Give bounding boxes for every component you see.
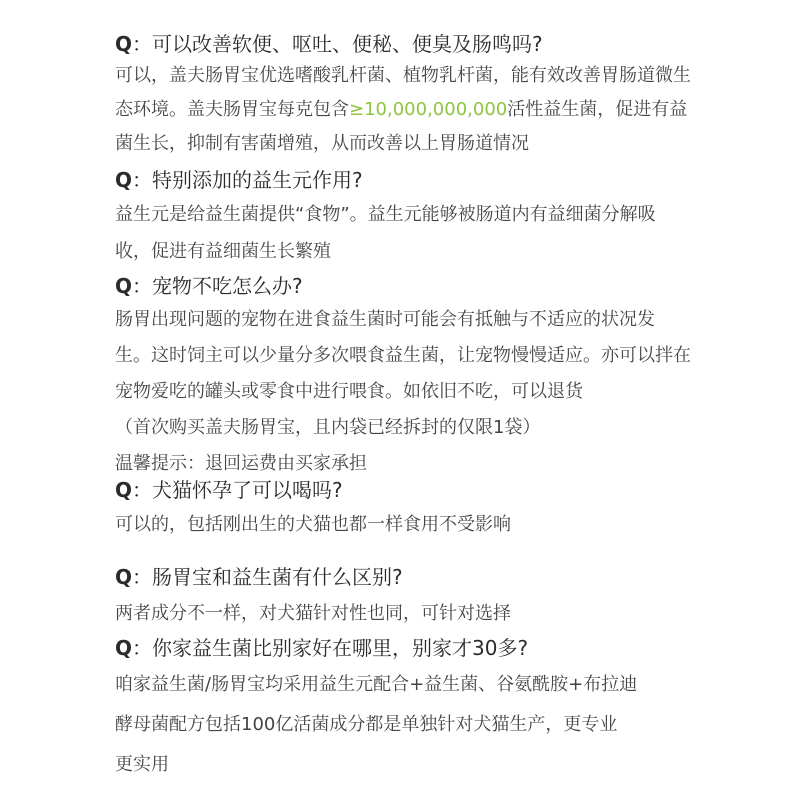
q-marker: Q (115, 274, 133, 298)
answer-line: 生。这时饲主可以少量分多次喂食益生菌，让宠物慢慢适应。亦可以拌在 (115, 345, 691, 366)
q-separator: ： (132, 565, 153, 589)
answer-line: 肠胃出现问题的宠物在进食益生菌时可能会有抵触与不适应的状况发 (115, 309, 655, 330)
q-separator: ： (132, 636, 153, 660)
faq-item (115, 272, 760, 480)
q-marker: Q (115, 32, 133, 56)
q-marker: Q (115, 636, 133, 660)
question-text: 特别添加的益生元作用? (152, 168, 363, 192)
faq-question (115, 476, 760, 504)
answer-note: （首次购买盖夫肠胃宝，且内袋已经拆封的仅限1袋） (115, 417, 541, 438)
probiotic-count-highlight: ≥10,000,000,000 (349, 99, 508, 120)
question-text: 可以改善软便、呕吐、便秘、便臭及肠鸣吗? (152, 32, 543, 56)
answer-line: 咱家益生菌/肠胃宝均采用益生元配合+益生菌、谷氨酰胺+布拉迪 (115, 674, 638, 695)
answer-line (115, 93, 760, 126)
question-text: 肠胃宝和益生菌有什么区别? (152, 565, 403, 589)
q-marker: Q (115, 478, 133, 502)
answer-line: 可以，盖夫肠胃宝优选嗜酸乳杆菌、植物乳杆菌，能有效改善胃肠道微生 (115, 65, 691, 86)
answer-line: 两者成分不一样，对犬猫针对性也同，可针对选择 (115, 603, 511, 624)
answer-line: 可以的，包括刚出生的犬猫也都一样食用不受影响 (115, 514, 511, 535)
faq-question (115, 563, 760, 591)
answer-line: 收，促进有益细菌生长繁殖 (115, 241, 331, 262)
answer-text: 态环境。盖夫肠胃宝每克包含 (115, 99, 349, 120)
answer-tip: 温馨提示：退回运费由买家承担 (115, 453, 367, 474)
q-marker: Q (115, 565, 133, 589)
faq-item (115, 476, 760, 541)
answer-line: 宠物爱吃的罐头或零食中进行喂食。如依旧不吃，可以退货 (115, 381, 583, 402)
faq-item (115, 563, 760, 630)
answer-line: 更实用 (115, 754, 169, 775)
faq-question (115, 166, 760, 194)
answer-line: 益生元是给益生菌提供“食物”。益生元能够被肠道内有益细菌分解吸 (115, 204, 656, 225)
question-text: 你家益生菌比别家好在哪里，别家才30多? (152, 636, 529, 660)
faq-item (115, 30, 760, 160)
faq-question (115, 30, 760, 58)
faq-question (115, 272, 760, 300)
faq-question (115, 634, 760, 662)
question-text: 宠物不吃怎么办? (152, 274, 303, 298)
answer-line: 菌生长，抑制有害菌增殖，从而改善以上胃肠道情况 (115, 133, 529, 154)
q-separator: ： (132, 168, 153, 192)
faq-item (115, 166, 760, 268)
question-text: 犬猫怀孕了可以喝吗? (152, 478, 343, 502)
answer-line: 酵母菌配方包括100亿活菌成分都是单独针对犬猫生产，更专业 (115, 714, 618, 735)
q-separator: ： (132, 478, 153, 502)
faq-item (115, 634, 760, 782)
q-separator: ： (132, 32, 153, 56)
q-separator: ： (132, 274, 153, 298)
answer-text: 活性益生菌，促进有益 (507, 99, 688, 120)
q-marker: Q (115, 168, 133, 192)
